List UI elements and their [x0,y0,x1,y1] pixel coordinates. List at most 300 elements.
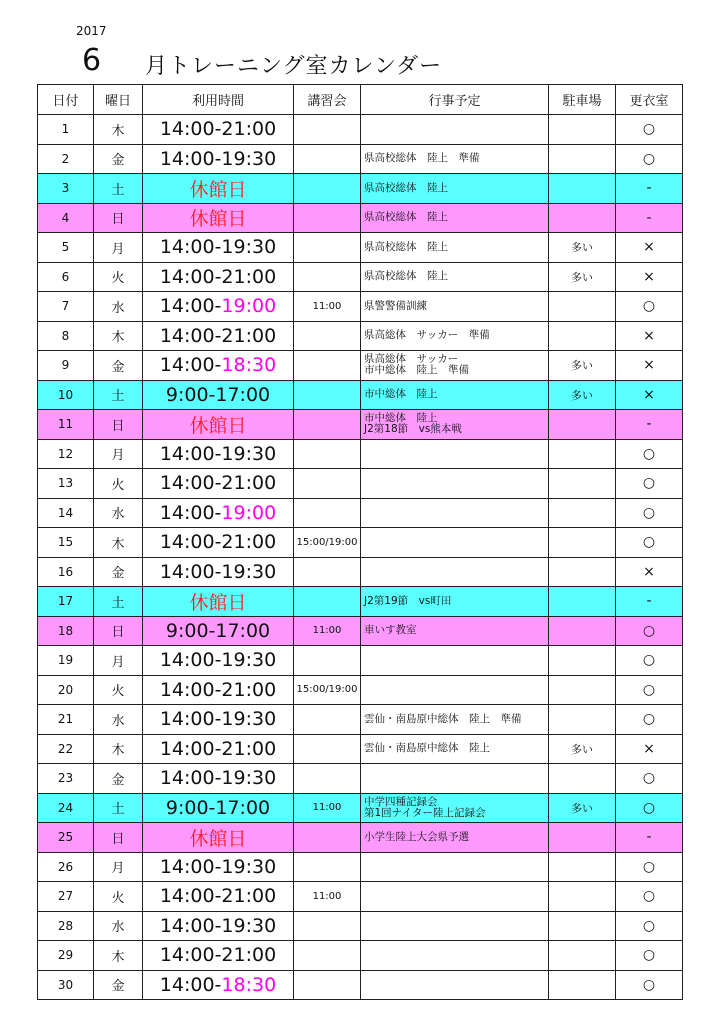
parking-cell [549,292,616,322]
event-cell [361,911,549,941]
weekday-cell: 月 [94,646,143,676]
event-line: 県高総体 サッカー [364,353,459,366]
weekday-cell: 日 [94,616,143,646]
date-cell: 8 [38,321,94,351]
calendar-row [38,203,683,233]
hours-text: 14:00- [159,295,222,318]
weekday-cell: 日 [94,203,143,233]
calendar-row [38,144,683,174]
hours-cell [143,262,294,292]
event-line: 雲仙・南島原中総体 陸上 準備 [364,712,522,725]
event-cell [361,941,549,971]
locker-room-cell: × [616,351,683,381]
parking-cell [549,469,616,499]
weekday-cell: 月 [94,439,143,469]
hours-text: 19:00 [221,501,277,524]
calendar-row [38,410,683,440]
calendar-row [38,469,683,499]
calendar-row [38,764,683,794]
parking-cell: 多い [549,351,616,381]
event-cell [361,115,549,145]
hours-text: 14:00-19:30 [159,708,277,731]
date-cell: 30 [38,970,94,1000]
weekday-cell: 木 [94,941,143,971]
hours-cell [143,793,294,823]
hours-text: 14:00-19:30 [159,649,277,672]
hours-text: 休館日 [189,414,247,437]
hours-text: 14:00-21:00 [159,678,277,701]
calendar-row [38,734,683,764]
calendar-row [38,351,683,381]
lecture-cell [294,380,361,410]
locker-room-cell: ○ [616,498,683,528]
locker-room-cell: - [616,823,683,853]
weekday-cell: 火 [94,262,143,292]
weekday-cell: 金 [94,764,143,794]
weekday-cell: 火 [94,882,143,912]
event-line: 第1回ナイター陸上記録会 [364,806,486,819]
date-cell: 28 [38,911,94,941]
locker-room-cell: ○ [616,793,683,823]
lecture-cell [294,587,361,617]
event-cell [361,174,549,204]
lecture-cell [294,174,361,204]
calendar-row [38,970,683,1000]
locker-room-cell: ○ [616,646,683,676]
calendar-row [38,675,683,705]
event-line: 県高校総体 陸上 準備 [364,152,480,165]
locker-room-cell: ○ [616,882,683,912]
event-line: J2第19節 vs町田 [364,594,452,607]
locker-room-cell: ○ [616,469,683,499]
date-cell: 2 [38,144,94,174]
parking-cell [549,144,616,174]
hours-text: 14:00-21:00 [159,944,277,967]
lecture-cell [294,498,361,528]
parking-cell: 多い [549,233,616,263]
calendar-row [38,233,683,263]
locker-room-cell: × [616,321,683,351]
lecture-cell [294,764,361,794]
parking-cell: 多い [549,380,616,410]
locker-room-cell: ○ [616,144,683,174]
calendar-row [38,823,683,853]
weekday-cell: 土 [94,380,143,410]
event-cell [361,793,549,823]
hours-text: 9:00-17:00 [165,796,271,819]
weekday-cell: 木 [94,115,143,145]
parking-cell [549,646,616,676]
locker-room-cell: - [616,174,683,204]
date-cell: 14 [38,498,94,528]
calendar-row [38,321,683,351]
lecture-cell [294,321,361,351]
locker-room-cell: × [616,262,683,292]
weekday-cell: 土 [94,793,143,823]
lecture-cell: 11:00 [294,616,361,646]
hours-text: 14:00-19:30 [159,914,277,937]
event-cell [361,321,549,351]
col-header-locker-room: 更衣室 [616,85,683,115]
calendar-row [38,498,683,528]
hours-text: 18:30 [221,973,277,996]
parking-cell [549,410,616,440]
calendar-row [38,528,683,558]
hours-text: 9:00-17:00 [165,619,271,642]
hours-text: 14:00- [159,973,222,996]
locker-room-cell: ○ [616,439,683,469]
event-cell [361,233,549,263]
calendar-row [38,793,683,823]
locker-room-cell: × [616,380,683,410]
event-cell [361,439,549,469]
parking-cell [549,115,616,145]
hours-text: 9:00-17:00 [165,383,271,406]
weekday-cell: 金 [94,557,143,587]
weekday-cell: 木 [94,528,143,558]
locker-room-cell: × [616,734,683,764]
weekday-cell: 金 [94,970,143,1000]
event-cell [361,262,549,292]
hours-text: 14:00-19:30 [159,147,277,170]
hours-text: 14:00-19:30 [159,236,277,259]
hours-cell [143,734,294,764]
lecture-cell [294,823,361,853]
hours-cell [143,203,294,233]
event-line: 県高校総体 陸上 [364,181,448,194]
weekday-cell: 水 [94,292,143,322]
event-cell [361,882,549,912]
hours-cell [143,144,294,174]
col-header-events: 行事予定 [361,85,549,115]
event-cell [361,823,549,853]
locker-room-cell: - [616,203,683,233]
date-cell: 22 [38,734,94,764]
hours-text: 14:00-21:00 [159,265,277,288]
hours-cell [143,498,294,528]
locker-room-cell: ○ [616,616,683,646]
date-cell: 24 [38,793,94,823]
event-cell [361,380,549,410]
month-number: 6 [82,43,102,78]
hours-cell [143,705,294,735]
hours-cell [143,557,294,587]
hours-text: 14:00-19:30 [159,855,277,878]
lecture-cell [294,233,361,263]
lecture-cell [294,646,361,676]
calendar-row [38,646,683,676]
hours-text: 14:00-21:00 [159,737,277,760]
parking-cell [549,174,616,204]
weekday-cell: 水 [94,705,143,735]
lecture-cell [294,970,361,1000]
hours-cell [143,675,294,705]
calendar-row [38,380,683,410]
hours-cell [143,882,294,912]
lecture-cell [294,115,361,145]
parking-cell [549,203,616,233]
date-cell: 13 [38,469,94,499]
date-cell: 11 [38,410,94,440]
hours-text: 14:00-19:30 [159,767,277,790]
calendar-title: 月トレーニング室カレンダー [145,54,443,79]
weekday-cell: 月 [94,852,143,882]
event-cell [361,616,549,646]
hours-cell [143,174,294,204]
col-header-parking: 駐車場 [549,85,616,115]
lecture-cell [294,941,361,971]
hours-text: 休館日 [189,591,247,614]
hours-cell [143,469,294,499]
parking-cell [549,970,616,1000]
lecture-cell [294,469,361,499]
parking-cell [549,852,616,882]
hours-cell [143,970,294,1000]
hours-text: 14:00-21:00 [159,885,277,908]
lecture-cell: 11:00 [294,882,361,912]
weekday-cell: 土 [94,587,143,617]
hours-text: 14:00-21:00 [159,118,277,141]
weekday-cell: 火 [94,675,143,705]
locker-room-cell: × [616,557,683,587]
weekday-cell: 金 [94,144,143,174]
parking-cell: 多い [549,262,616,292]
lecture-cell [294,734,361,764]
locker-room-cell: ○ [616,911,683,941]
date-cell: 21 [38,705,94,735]
parking-cell [549,764,616,794]
locker-room-cell: ○ [616,675,683,705]
col-header-hours: 利用時間 [143,85,294,115]
calendar-row [38,911,683,941]
hours-text: 14:00-21:00 [159,324,277,347]
hours-cell [143,646,294,676]
event-line: 車いす教室 [364,624,417,637]
parking-cell [549,675,616,705]
event-line: 雲仙・南島原中総体 陸上 [364,742,490,755]
lecture-cell: 11:00 [294,292,361,322]
event-cell [361,646,549,676]
hours-cell [143,410,294,440]
calendar-row [38,587,683,617]
hours-text: 18:30 [221,354,277,377]
header-row [38,85,683,115]
parking-cell [549,882,616,912]
event-line: 小学生陸上大会県予選 [364,830,469,843]
parking-cell [549,823,616,853]
hours-text: 14:00- [159,354,222,377]
event-line: 中学四種記録会 [364,795,438,808]
event-cell [361,469,549,499]
locker-room-cell: ○ [616,970,683,1000]
weekday-cell: 水 [94,498,143,528]
hours-text: 休館日 [189,178,247,201]
hours-text: 14:00-21:00 [159,531,277,554]
locker-room-cell: ○ [616,941,683,971]
event-cell [361,528,549,558]
parking-cell: 多い [549,793,616,823]
event-cell [361,557,549,587]
calendar-row [38,852,683,882]
event-cell [361,351,549,381]
date-cell: 20 [38,675,94,705]
hours-text: 19:00 [221,295,277,318]
date-cell: 19 [38,646,94,676]
weekday-cell: 土 [94,174,143,204]
event-cell [361,587,549,617]
calendar-row [38,292,683,322]
calendar-row [38,705,683,735]
locker-room-cell: - [616,410,683,440]
parking-cell [549,439,616,469]
event-cell [361,410,549,440]
date-cell: 5 [38,233,94,263]
date-cell: 9 [38,351,94,381]
date-cell: 27 [38,882,94,912]
hours-cell [143,321,294,351]
event-line: 県警警備訓練 [364,299,427,312]
locker-room-cell: × [616,233,683,263]
date-cell: 10 [38,380,94,410]
date-cell: 23 [38,764,94,794]
hours-text: 休館日 [189,827,247,850]
locker-room-cell: ○ [616,115,683,145]
event-cell [361,675,549,705]
event-cell [361,144,549,174]
date-cell: 26 [38,852,94,882]
date-cell: 3 [38,174,94,204]
parking-cell: 多い [549,734,616,764]
calendar-row [38,882,683,912]
weekday-cell: 金 [94,351,143,381]
weekday-cell: 水 [94,911,143,941]
hours-text: 14:00-19:30 [159,560,277,583]
parking-cell [549,705,616,735]
weekday-cell: 日 [94,410,143,440]
event-cell [361,292,549,322]
calendar-row [38,557,683,587]
date-cell: 16 [38,557,94,587]
hours-cell [143,233,294,263]
hours-text: 14:00- [159,501,222,524]
hours-cell [143,852,294,882]
event-cell [361,970,549,1000]
date-cell: 7 [38,292,94,322]
weekday-cell: 火 [94,469,143,499]
locker-room-cell: ○ [616,705,683,735]
calendar-row [38,941,683,971]
weekday-cell: 木 [94,321,143,351]
hours-cell [143,764,294,794]
lecture-cell [294,911,361,941]
weekday-cell: 日 [94,823,143,853]
hours-cell [143,911,294,941]
parking-cell [549,587,616,617]
parking-cell [549,528,616,558]
col-header-weekday: 曜日 [94,85,143,115]
hours-cell [143,351,294,381]
lecture-cell [294,144,361,174]
event-line: 県高校総体 陸上 [364,240,448,253]
lecture-cell [294,203,361,233]
event-cell [361,734,549,764]
locker-room-cell: ○ [616,764,683,794]
event-line: 県高校総体 陸上 [364,211,448,224]
date-cell: 1 [38,115,94,145]
hours-cell [143,439,294,469]
event-cell [361,852,549,882]
training-room-calendar-table [37,84,683,1000]
weekday-cell: 木 [94,734,143,764]
date-cell: 29 [38,941,94,971]
lecture-cell [294,351,361,381]
calendar-row [38,115,683,145]
locker-room-cell: ○ [616,292,683,322]
col-header-lecture: 講習会 [294,85,361,115]
hours-cell [143,292,294,322]
event-cell [361,705,549,735]
lecture-cell: 15:00/19:00 [294,528,361,558]
date-cell: 15 [38,528,94,558]
event-line: 市中総体 陸上 準備 [364,364,469,377]
hours-cell [143,380,294,410]
col-header-date: 日付 [38,85,94,115]
hours-text: 14:00-21:00 [159,472,277,495]
hours-cell [143,587,294,617]
event-line: J2第18節 vs熊本戦 [364,423,462,436]
lecture-cell [294,852,361,882]
locker-room-cell: - [616,587,683,617]
parking-cell [549,321,616,351]
event-line: 市中総体 陸上 [364,388,438,401]
date-cell: 4 [38,203,94,233]
parking-cell [549,498,616,528]
locker-room-cell: ○ [616,528,683,558]
hours-cell [143,941,294,971]
date-cell: 25 [38,823,94,853]
lecture-cell [294,557,361,587]
event-cell [361,498,549,528]
date-cell: 17 [38,587,94,617]
parking-cell [549,941,616,971]
lecture-cell [294,705,361,735]
hours-text: 14:00-19:30 [159,442,277,465]
hours-cell [143,616,294,646]
event-cell [361,764,549,794]
lecture-cell [294,410,361,440]
lecture-cell [294,439,361,469]
parking-cell [549,557,616,587]
year-label: 2017 [76,24,107,38]
date-cell: 6 [38,262,94,292]
event-line: 県高総体 サッカー 準備 [364,329,490,342]
event-line: 県高校総体 陸上 [364,270,448,283]
calendar-row [38,616,683,646]
calendar-row [38,174,683,204]
calendar-row [38,262,683,292]
weekday-cell: 月 [94,233,143,263]
hours-cell [143,528,294,558]
date-cell: 18 [38,616,94,646]
event-line: 市中総体 陸上 [364,412,438,425]
lecture-cell: 11:00 [294,793,361,823]
hours-cell [143,823,294,853]
hours-text: 休館日 [189,208,247,231]
calendar-row [38,439,683,469]
parking-cell [549,911,616,941]
hours-cell [143,115,294,145]
parking-cell [549,616,616,646]
